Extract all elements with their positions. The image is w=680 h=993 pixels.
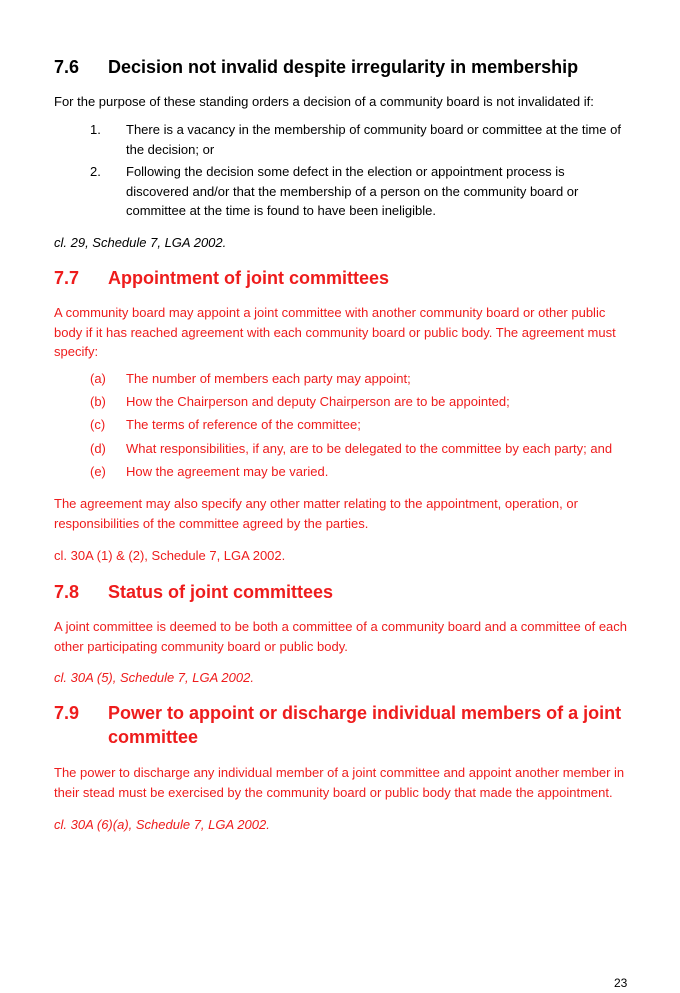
list-marker: (d) bbox=[90, 441, 106, 456]
list-text: How the Chairperson and deputy Chairperson are to be appointed; bbox=[126, 394, 510, 409]
section-title: Status of joint committees bbox=[108, 582, 334, 602]
section-number: 7.9 bbox=[54, 703, 80, 723]
list-marker: 2. bbox=[90, 164, 101, 179]
list-marker: (b) bbox=[90, 394, 106, 409]
list-text: There is a vacancy in the membership of community board or committee at the time of the decision; or bbox=[126, 122, 621, 157]
page-number: 23 bbox=[614, 976, 628, 990]
citation: cl. 30A (5), Schedule 7, LGA 2002. bbox=[54, 670, 254, 685]
list-text: Following the decision some defect in the election or appointment process is discovered and/or that the membership of a person on the community board or committee at the time is found to have been ineligible. bbox=[126, 164, 579, 218]
list-text: The terms of reference of the committee; bbox=[126, 417, 361, 432]
section-intro: A joint committee is deemed to be both a committee of a community board and a committee of each other participating community board or public body. bbox=[54, 619, 628, 654]
citation: cl. 29, Schedule 7, LGA 2002. bbox=[54, 235, 227, 250]
list-text: How the agreement may be varied. bbox=[126, 464, 329, 479]
list-marker: (a) bbox=[90, 371, 106, 386]
section-number: 7.7 bbox=[54, 268, 80, 288]
list-marker: 1. bbox=[90, 122, 101, 137]
list-marker: (c) bbox=[90, 417, 106, 432]
list-text: What responsibilities, if any, are to be delegated to the committee by each party; and bbox=[126, 441, 613, 456]
section-intro: For the purpose of these standing orders a decision of a community board is not invalidated if: bbox=[54, 94, 594, 109]
section-intro: The power to discharge any individual member of a joint committee and appoint another member in their stead must be exercised by the community board or public body that made the appointment. bbox=[54, 765, 625, 800]
list-text: The number of members each party may appoint; bbox=[126, 371, 411, 386]
section-number: 7.6 bbox=[54, 57, 80, 77]
section-title: Power to appoint or discharge individual members of a joint committee bbox=[108, 703, 622, 747]
citation: cl. 30A (6)(a), Schedule 7, LGA 2002. bbox=[54, 817, 270, 832]
section-intro: A community board may appoint a joint committee with another community board or other public body if it has reached agreement with each community board or public body. The agreement must specify: bbox=[54, 305, 616, 359]
section-title: Appointment of joint committees bbox=[108, 268, 389, 288]
section-outro: The agreement may also specify any other matter relating to the appointment, operation, or responsibilities of the committee agreed by the parties. bbox=[54, 496, 578, 531]
section-number: 7.8 bbox=[54, 582, 80, 602]
section-title: Decision not invalid despite irregularity in membership bbox=[108, 57, 579, 77]
list-marker: (e) bbox=[90, 464, 106, 479]
citation: cl. 30A (1) & (2), Schedule 7, LGA 2002. bbox=[54, 548, 286, 563]
